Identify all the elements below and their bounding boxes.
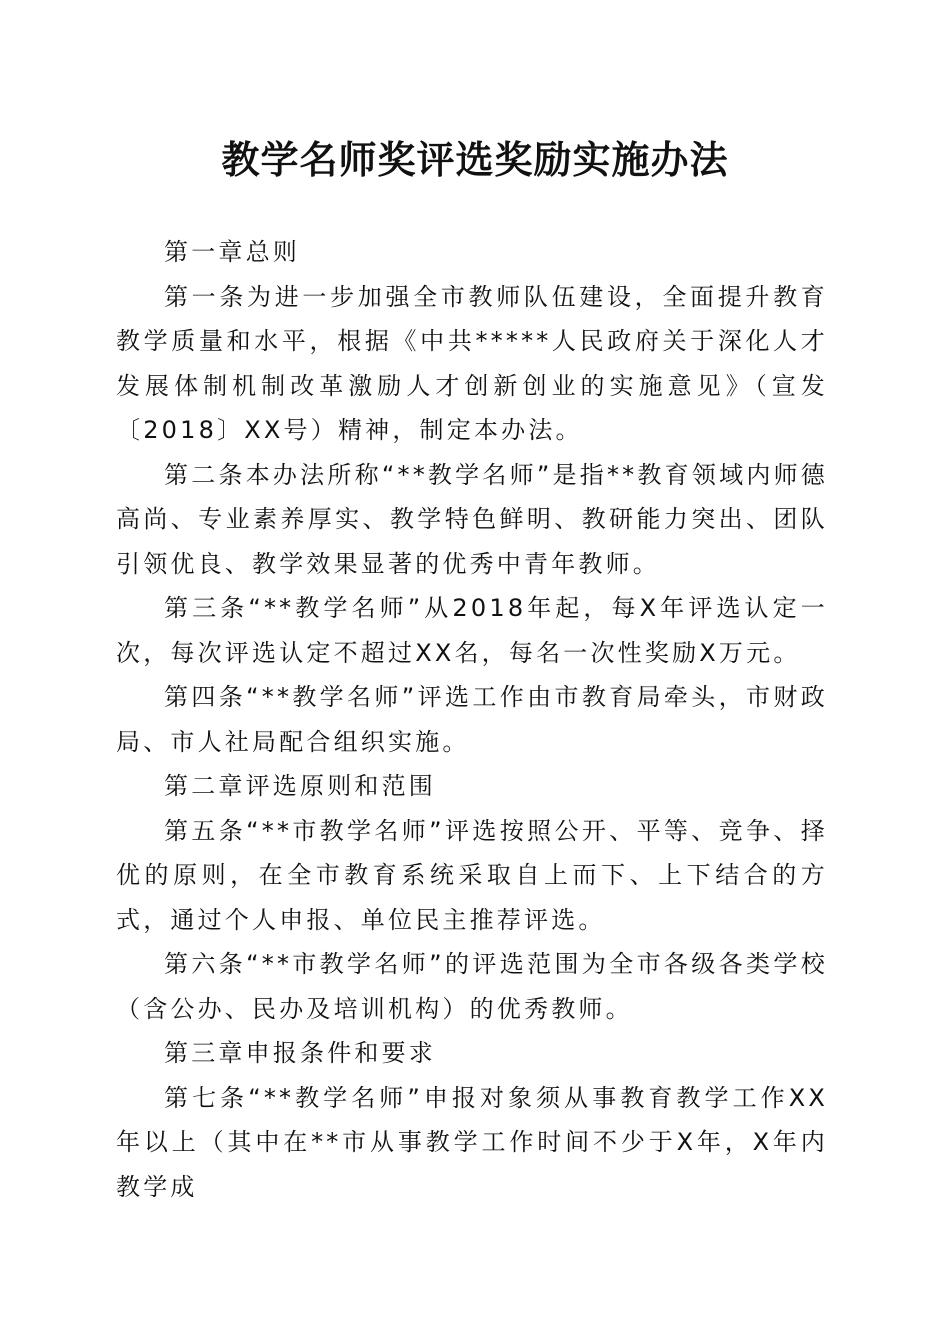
chapter-heading-3: 第三章申报条件和要求 xyxy=(164,1039,436,1067)
document-body xyxy=(116,230,828,1209)
article-6: 第六条“**市教学名师”的评选范围为全市各级各类学校（含公办、民办及培训机构）的优秀教师。 xyxy=(116,950,828,1023)
article-5: 第五条“**市教学名师”评选按照公开、平等、竞争、择优的原则，在全市教育系统采取自上而下、上下结合的方式，通过个人申报、单位民主推荐评选。 xyxy=(116,816,828,934)
article-4: 第四条“**教学名师”评选工作由市教育局牵头，市财政局、市人社局配合组织实施。 xyxy=(116,683,828,756)
chapter-heading-2: 第二章评选原则和范围 xyxy=(164,772,436,800)
article-7: 第七条“**教学名师”申报对象须从事教育教学工作XX年以上（其中在**市从事教学工作时间不少于X年，X年内教学成 xyxy=(116,1083,828,1201)
chapter-heading-1: 第一章总则 xyxy=(164,238,300,266)
article-1: 第一条为进一步加强全市教师队伍建设，全面提升教育教学质量和水平，根据《中共*****人民政府关于深化人才发展体制机制改革激励人才创新创业的实施意见》（宣发〔2018〕XX号）精神，制定本办法。 xyxy=(116,282,828,444)
document-title: 教学名师奖评选奖励实施办法 xyxy=(221,137,729,182)
article-2: 第二条本办法所称“**教学名师”是指**教育领域内师德高尚、专业素养厚实、教学特色鲜明、教研能力突出、团队引领优良、教学效果显著的优秀中青年教师。 xyxy=(116,460,828,578)
article-3: 第三条“**教学名师”从2018年起，每X年评选认定一次，每次评选认定不超过XX名，每名一次性奖励X万元。 xyxy=(116,594,828,667)
